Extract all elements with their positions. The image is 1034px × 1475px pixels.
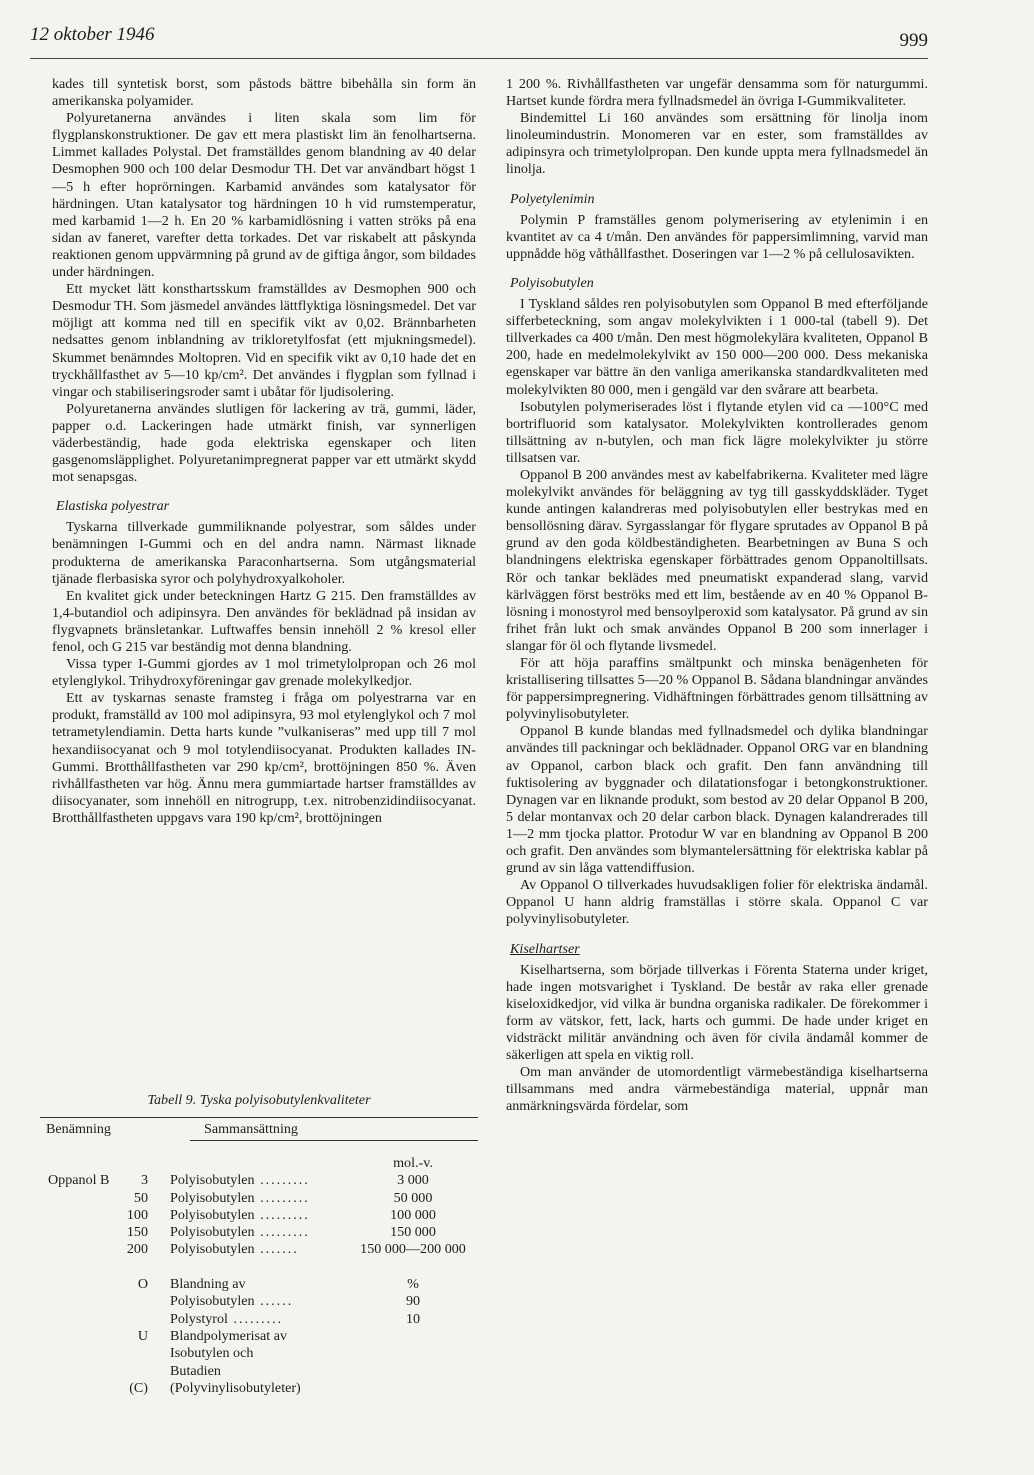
- row-composition: Blandpolymerisat av: [170, 1327, 288, 1344]
- leader-dots: .........: [254, 1206, 310, 1223]
- row-molweight: 150 000: [390, 1224, 436, 1241]
- paragraph: Polyuretanerna användes slutligen för lackering av trä, gummi, läder, papper o.d. Lackeringen hade utmärkt finish, var synnerligen väderbeständig, hade goda elektriska egenskaper och liten gasgenomsläpplighet. Polyuretanimpregnerat papper var ett utmärkt skydd mot senapsgas.: [52, 400, 476, 486]
- row-grade: 150: [126, 1224, 148, 1241]
- table-unit-row: [40, 1155, 478, 1172]
- table-row: [40, 1172, 478, 1189]
- row-molweight: 100 000: [390, 1206, 436, 1223]
- row-composition: Polyisobutylen .........: [170, 1172, 310, 1189]
- row-composition: Polystyrol .........: [170, 1310, 284, 1327]
- table-row: [40, 1363, 478, 1380]
- row-grade: O: [137, 1276, 148, 1293]
- leader-dots: .......: [254, 1241, 299, 1258]
- table-row: [40, 1190, 478, 1207]
- row-grade: 200: [126, 1241, 148, 1258]
- table-row: [40, 1345, 478, 1362]
- header-sammansattning: Sammansättning: [204, 1121, 298, 1137]
- leader-dots: ......: [254, 1293, 294, 1310]
- table-row: [40, 1311, 478, 1328]
- paragraph: Kiselhartserna, som började tillverkas i Förenta Staterna under kriget, hade ingen motsvarighet i Tyskland. De består av raka eller grenade kiseloxidkedjor, vid vilka är bundna organiska radikaler. De förekommer i form av vätskor, fett, lack, harts och gummi. De hade under kriget en vidsträckt militär användning och även för civila ändamål kommer de säkerligen att spela en viktig roll.: [506, 961, 928, 1064]
- section-heading: Kiselhartser: [510, 940, 580, 957]
- table-row: [40, 1224, 478, 1241]
- section-heading: Elastiska polyestrar: [56, 498, 170, 515]
- paragraph: Ett av tyskarnas senaste framsteg i fråga om polyestrarna var en produkt, framställd av 100 mol adipinsyra, 93 mol etylenglykol och 7 mol tetrametylendiamin. Detta harts kunde ”vulkaniseras” med upp till 7 mol hexandiisocyanat och 9 mol totylendiisocyanat. Produkten kallades IN-Gummi. Brotthållfastheten var 290 kp/cm², brottöjningen 850 %. Även rivhållfastheten var hög. Ännu mera gummiartade hartser framställdes av diisocyanater, som innehöll en nitrogrupp, t.ex. nitrobenzidindiisocyanat. Brotthållfastheten uppgavs vara 190 kp/cm², brottöjningen: [52, 690, 476, 826]
- right-column: [506, 76, 928, 1115]
- paragraph: kades till syntetisk borst, som påstods bättre bibehålla sin form än amerikanska polyamider.: [52, 76, 476, 110]
- header-benamning: Benämning: [46, 1121, 111, 1137]
- leader-dots: .........: [254, 1224, 310, 1241]
- paragraph: Polymin P framställes genom polymerisering av etylenimin i en kvantitet av ca 4 t/mån. Den användes för pappersimlimning, varvid man uppnådde hög våthållfasthet. Doseringen var 1—2 % på cellulosavikten.: [506, 211, 928, 262]
- paragraph: Polyuretanerna användes i liten skala som lim för flygplanskonstruktioner. De gav ett mera plastiskt lim än fenolhartserna. Limmet kallades Polystal. Det framställdes genom blandning av 40 delar Desmophen 900 och 100 delar Desmodur TH. Det var användbart högst 1—5 h efter hoprörningen. Karbamid användes som katalysator för härdningen. Utan katalysator tog härdningen 10 h vid rumstemperatur, med karbamid 1—2 h. En 20 % karbamidlösning i vatten ströks på ena sidan av faneret, varefter detta torkades. Det var riskabelt att påskynda reaktionen genom uppvärmning på grund av de giftiga ångor, som bildades under härdningen.: [52, 110, 476, 281]
- paragraph: Av Oppanol O tillverkades huvudsakligen folier för elektriska ändamål. Oppanol U hann aldrig framställas i större skala. Oppanol C var polyvinylisobutyleter.: [506, 877, 928, 928]
- table-row: [40, 1328, 478, 1345]
- header-rule: [30, 58, 928, 59]
- paragraph: Tyskarna tillverkade gummiliknande polyestrar, som såldes under benämningen I-Gummi och en del andra namn. Närmast liknade produkterna de amerikanska Paraconhartserna. Som utgångsmaterial tjänade flerbasiska syror och polyhydroxyalkoholer.: [52, 519, 476, 587]
- row-name: Oppanol B: [48, 1172, 110, 1189]
- paragraph: I Tyskland såldes ren polyisobutylen som Oppanol B med efterföljande sifferbeteckning, som angav molekylvikten i 1 000-tal (tabell 9). Det tillverkades ca 400 t/mån. Den mest högmolekylära kvaliteten, Oppanol B 200, hade en medelmolekylvikt av 150 000—200 000. Dess mekaniska egenskaper var bättre än den vanliga amerikanska standardkvaliteten med molekylvikten 80 000, men i gengäld var den svårare att bearbeta.: [506, 296, 928, 398]
- row-molweight: 150 000—200 000: [360, 1241, 466, 1258]
- paragraph: Oppanol B 200 användes mest av kabelfabrikerna. Kvaliteter med lägre molekylvikt användes för beläggning av tyg till gasskyddskläder. Tyget kunde antingen kalandreras med polyisobutylen eller bestrykas med en bensollösning därav. Syrgasslangar för flygare sprutades av Oppanol B på grund av den goda köldbeständigheten. Bearbetningen av Buna S och blandningens elektriska egenskaper förbättrades genom Oppanoltillsats. Rör och tankar beklädes med pneumatiskt expanderad slang, varvid kärlväggen först beströks med ett lim, bestående av en 40 % Oppanol B-lösning i monostyrol med bensoylperoxid som katalysator. På grund av sin frihet från lukt och smak användes Oppanol B 200 som innerlager i slangar för öl och flytande livsmedel.: [506, 466, 928, 654]
- paragraph: Bindemittel Li 160 användes som ersättning för linolja inom linoleumindustrin. Monomeren var en ester, som framställdes av adipinsyra och trimetylolpropan. Den kunde uppta mera fyllnadsmedel än linolja.: [506, 110, 928, 178]
- row-grade: U: [137, 1327, 148, 1344]
- page-number: 999: [899, 30, 928, 51]
- paragraph: En kvalitet gick under beteckningen Hartz G 215. Den framställdes av 1,4-butandiol och adipinsyra. Den användes för beklädnad på insidan av flygvapnets bränsletankar. Luftwaffes bensin innehöll 2 % kresol eller fenol, och G 215 var beständig mot denna blandning.: [52, 587, 476, 655]
- left-column: [52, 76, 476, 827]
- section-heading: Polyetylenimin: [510, 190, 595, 207]
- row-molweight: %: [407, 1276, 419, 1293]
- row-grade: 50: [133, 1189, 148, 1206]
- table-row: [40, 1259, 478, 1276]
- table-header: [40, 1118, 478, 1140]
- row-composition: Polyisobutylen .......: [170, 1241, 299, 1258]
- row-molweight: 10: [405, 1310, 421, 1327]
- paragraph: Isobutylen polymeriserades löst i flytande etylen vid ca —100°C med bortrifluorid som katalysator. Molekylvikten kontrollerades genom tillsättning av n-butylen, och man fick lägre molekylvikter ju större tillsatsen var.: [506, 398, 928, 466]
- table-row: [40, 1241, 478, 1258]
- issue-date: 12 oktober 1946: [30, 24, 155, 45]
- table-row: [40, 1207, 478, 1224]
- table-caption: Tabell 9. Tyska polyisobutylenkvaliteter: [147, 1092, 371, 1108]
- paragraph: För att höja paraffins smältpunkt och minska benägenheten för kristallisering tillsattes 5—20 % Oppanol B. Sådana blandningar användes för pappersimpregnering. Vidhäftningen förbättrades genom tillsättning av polyvinylisobutyleter.: [506, 655, 928, 723]
- row-grade: 3: [140, 1172, 148, 1189]
- row-composition: Polyisobutylen .........: [170, 1206, 310, 1223]
- paragraph: Oppanol B kunde blandas med fyllnadsmedel och dylika blandningar användes till packningar och beklädnader. Oppanol ORG var en blandning av Oppanol, carbon black och grafit. Den fann användning till fuktisolering av byggnader och dilatationsfogar i betongkonstruktioner. Dynagen var en liknande produkt, som bestod av 20 delar Oppanol B 200, 5 delar montanvax och 20 delar carbon black. Dynagen kalandrerades till 1—2 mm tjocka plattor. Protodur W var en blandning av Oppanol B 200 och grafit. Den användes som blymantelersättning för elektriska kablar på grund av sin låga vattendiffusion.: [506, 723, 928, 877]
- leader-dots: .........: [254, 1189, 310, 1206]
- paragraph: Vissa typer I-Gummi gjordes av 1 mol trimetylolpropan och 26 mol etylenglykol. Trihydroxyföreningar gav grenade molekylkedjor.: [52, 656, 476, 690]
- row-molweight: 3 000: [397, 1172, 429, 1189]
- row-composition: Polyisobutylen ......: [170, 1293, 294, 1310]
- section-heading: Polyisobutylen: [510, 274, 594, 291]
- paragraph: Om man använder de utomordentligt värmebeständiga kiselhartserna tillsammans med andra värmebeständiga material, uppnår man anmärkningsvärda fördelar, som: [506, 1064, 928, 1115]
- row-composition: Polyisobutylen .........: [170, 1189, 310, 1206]
- row-composition: Butadien: [170, 1362, 221, 1379]
- row-molweight: 90: [405, 1293, 421, 1310]
- table-unit: mol.-v.: [393, 1155, 433, 1171]
- leader-dots: .........: [227, 1310, 284, 1327]
- row-grade: 100: [126, 1206, 148, 1223]
- leader-dots: .........: [254, 1172, 310, 1189]
- row-composition: (Polyvinylisobutyleter): [170, 1379, 301, 1396]
- row-composition: Polyisobutylen .........: [170, 1224, 310, 1241]
- table-9: [40, 1092, 478, 1397]
- table-row: [40, 1380, 478, 1397]
- table-body: [40, 1172, 478, 1397]
- paragraph: 1 200 %. Rivhållfastheten var ungefär densamma som för naturgummi. Hartset kunde fördra mera fyllnadsmedel än övriga I-Gummikvaliteter.: [506, 76, 928, 110]
- table-row: [40, 1293, 478, 1310]
- row-molweight: 50 000: [393, 1189, 433, 1206]
- row-grade: (C): [129, 1379, 148, 1396]
- row-composition: Isobutylen och: [170, 1345, 254, 1362]
- paragraph: Ett mycket lätt konsthartsskum framställdes av Desmophen 900 och Desmodur TH. Som jäsmedel användes lättflyktiga lösningsmedel. Det var möjligt att komma ned till en specifik vikt av 0,02. Brännbarheten nedsattes genom inblandning av trikloretylfosfat (ett mjukningsmedel). Skummet benämndes Moltopren. Vid en specifik vikt av 0,10 hade det en tryckhållfasthet av 5—10 kp/cm². Det användes i flygplan som fyllnad i vingar och stabiliseringsroder samt i ubåtar för ljudisolering.: [52, 281, 476, 400]
- table-row: [40, 1276, 478, 1293]
- row-composition: Blandning av: [170, 1276, 246, 1293]
